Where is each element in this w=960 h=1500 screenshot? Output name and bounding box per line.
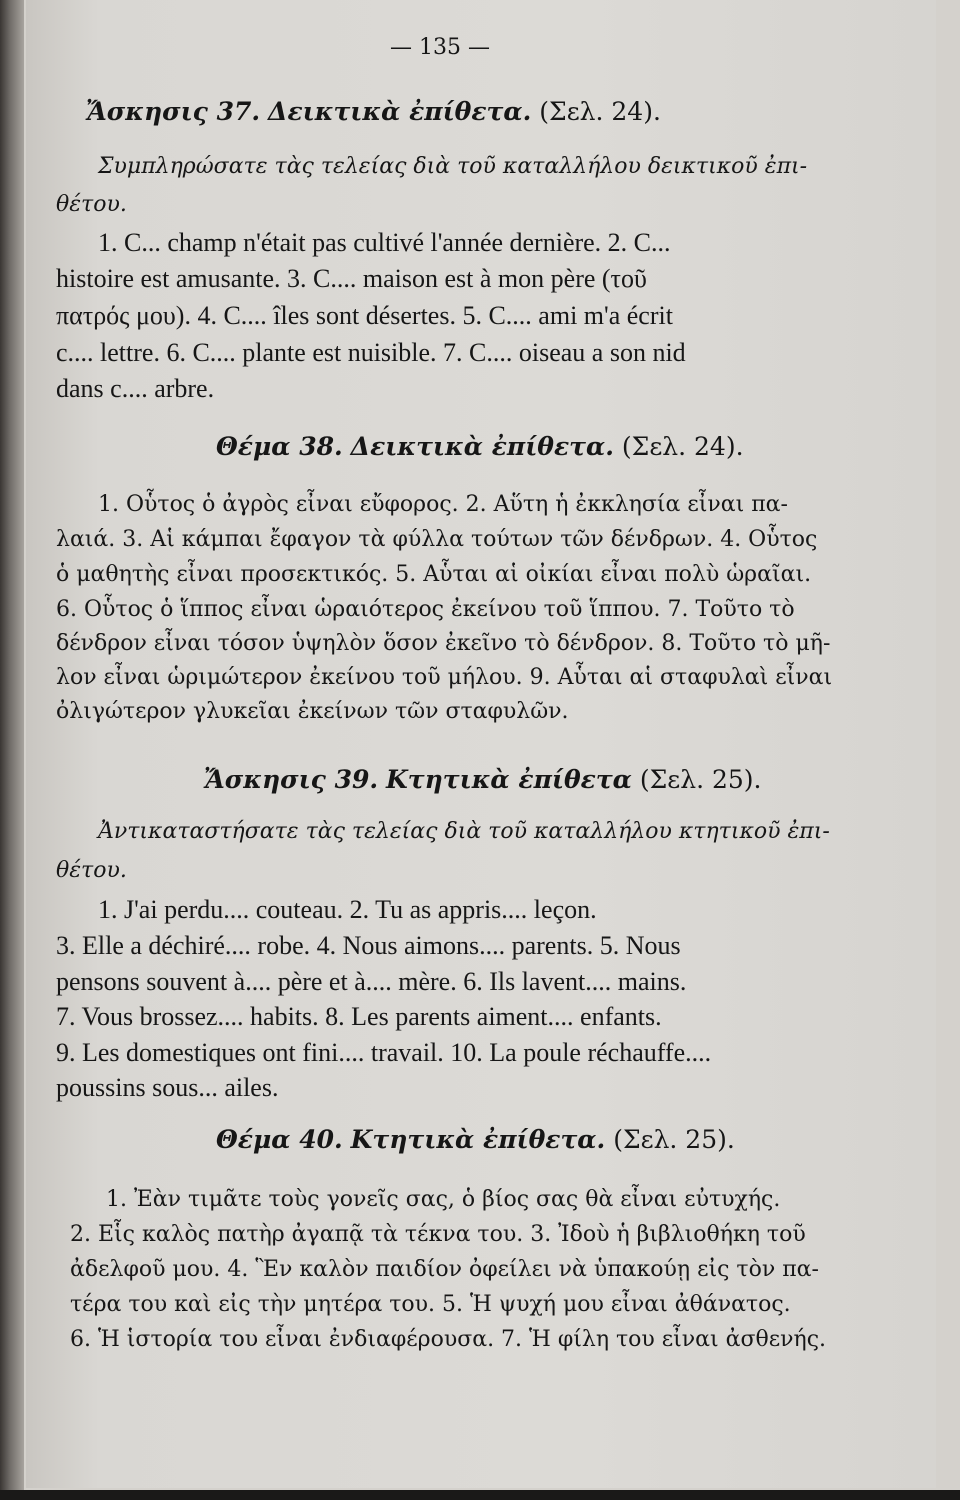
section-40-prefix: Θέμα 40. bbox=[216, 1125, 343, 1154]
section-40-heading bbox=[216, 1125, 735, 1155]
section-37-ref: (Σελ. 24). bbox=[539, 97, 661, 126]
section-38-line-2: λαιά. 3. Αἱ κάμπαι ἔφαγον τὰ φύλλα τούτων τῶν δένδρων. 4. Οὗτος bbox=[56, 527, 818, 552]
section-39-instruction-1: Ἀντικαταστήσατε τὰς τελείας διὰ τοῦ καταλλήλου κτητικοῦ ἐπι- bbox=[98, 819, 830, 844]
section-38-line-3: ὁ μαθητὴς εἶναι προσεκτικός. 5. Αὗται αἱ οἰκίαι εἶναι πολὺ ὡραῖαι. bbox=[56, 562, 812, 587]
section-38-prefix: Θέμα 38. bbox=[216, 432, 343, 461]
page-number: — 135 — bbox=[390, 35, 490, 60]
section-38-line-5: δένδρον εἶναι τόσον ὑψηλὸν ὅσον ἐκεῖνο τὸ δένδρον. 8. Τοῦτο τὸ μῆ- bbox=[56, 631, 831, 656]
section-37-prefix: Ἄσκησις 37. bbox=[86, 97, 261, 126]
section-38-ref: (Σελ. 24). bbox=[621, 432, 744, 461]
section-39-prefix: Ἄσκησις 39. bbox=[204, 765, 379, 794]
section-39-line-1: 1. J'ai perdu.... couteau. 2. Tu as appris.... leçon. bbox=[98, 895, 597, 924]
section-37-line-4: c.... lettre. 6. C.... plante est nuisible. 7. C.... oiseau a son nid bbox=[56, 338, 686, 367]
section-37-heading bbox=[86, 97, 661, 127]
section-40-line-3: ἀδελφοῦ μου. 4. Ἓν καλὸν παιδίον ὀφείλει νὰ ὑπακούῃ εἰς τὸν πα- bbox=[70, 1257, 819, 1282]
section-38-line-6: λον εἶναι ὡριμώτερον ἐκείνου τοῦ μήλου. 9. Αὗται αἱ σταφυλαὶ εἶναι bbox=[56, 665, 833, 690]
section-40-title: Κτητικὰ ἐπίθετα. bbox=[350, 1125, 606, 1154]
page-bottom-edge bbox=[0, 1490, 960, 1500]
section-37-line-3: πατρός μου). 4. C.... îles sont désertes. 5. C.... ami m'a écrit bbox=[56, 301, 673, 330]
section-39-instruction-2: θέτου. bbox=[56, 858, 127, 883]
section-39-line-5: 9. Les domestiques ont fini.... travail. 10. La poule réchauffe.... bbox=[56, 1038, 712, 1067]
section-40-ref: (Σελ. 25). bbox=[613, 1125, 735, 1154]
section-38-line-7: ὀλιγώτερον γλυκεῖαι ἐκείνων τῶν σταφυλῶν. bbox=[56, 699, 569, 724]
section-37-title: Δεικτικὰ ἐπίθετα. bbox=[268, 97, 532, 126]
section-39-line-6: poussins sous... ailes. bbox=[56, 1073, 279, 1102]
section-38-heading bbox=[216, 432, 744, 462]
section-40-line-5: 6. Ἡ ἱστορία του εἶναι ἐνδιαφέρουσα. 7. Ἡ φίλη του εἶναι ἀσθενής. bbox=[70, 1327, 827, 1352]
section-39-line-3: pensons souvent à.... père et à.... mère. 6. Ils lavent.... mains. bbox=[56, 967, 687, 996]
section-39-title: Κτητικὰ ἐπίθετα bbox=[386, 765, 632, 794]
section-37-instruction-1: Συμπληρώσατε τὰς τελείας διὰ τοῦ καταλλήλου δεικτικοῦ ἐπι- bbox=[98, 154, 808, 179]
book-page bbox=[26, 0, 936, 1488]
section-38-title: Δεικτικὰ ἐπίθετα. bbox=[350, 432, 614, 461]
section-39-line-2: 3. Elle a déchiré.... robe. 4. Nous aimons.... parents. 5. Nous bbox=[56, 931, 681, 960]
section-39-line-4: 7. Vous brossez.... habits. 8. Les parents aiment.... enfants. bbox=[56, 1002, 662, 1031]
section-40-line-2: 2. Εἷς καλὸς πατὴρ ἀγαπᾷ τὰ τέκνα του. 3. Ἰδοὺ ἡ βιβλιοθήκη τοῦ bbox=[70, 1222, 806, 1247]
section-38-line-4: 6. Οὗτος ὁ ἵππος εἶναι ὡραιότερος ἐκείνου τοῦ ἵππου. 7. Τοῦτο τὸ bbox=[56, 597, 795, 622]
book-binding-edge bbox=[0, 0, 24, 1500]
section-38-line-1: 1. Οὗτος ὁ ἀγρὸς εἶναι εὔφορος. 2. Αὕτη ἡ ἐκκλησία εἶναι πα- bbox=[98, 492, 788, 517]
section-37-line-2: histoire est amusante. 3. C.... maison est à mon père (τοῦ bbox=[56, 264, 647, 293]
section-37-instruction-2: θέτου. bbox=[56, 192, 127, 217]
section-39-ref: (Σελ. 25). bbox=[639, 765, 762, 794]
section-37-line-5: dans c.... arbre. bbox=[56, 374, 215, 403]
section-39-heading bbox=[204, 765, 762, 795]
section-40-line-1: 1. Ἐὰν τιμᾶτε τοὺς γονεῖς σας, ὁ βίος σας θὰ εἶναι εὐτυχής. bbox=[106, 1187, 781, 1212]
section-40-line-4: τέρα του καὶ εἰς τὴν μητέρα του. 5. Ἡ ψυχή μου εἶναι ἀθάνατος. bbox=[70, 1292, 791, 1317]
section-37-line-1: 1. C... champ n'était pas cultivé l'année dernière. 2. C... bbox=[98, 228, 671, 257]
